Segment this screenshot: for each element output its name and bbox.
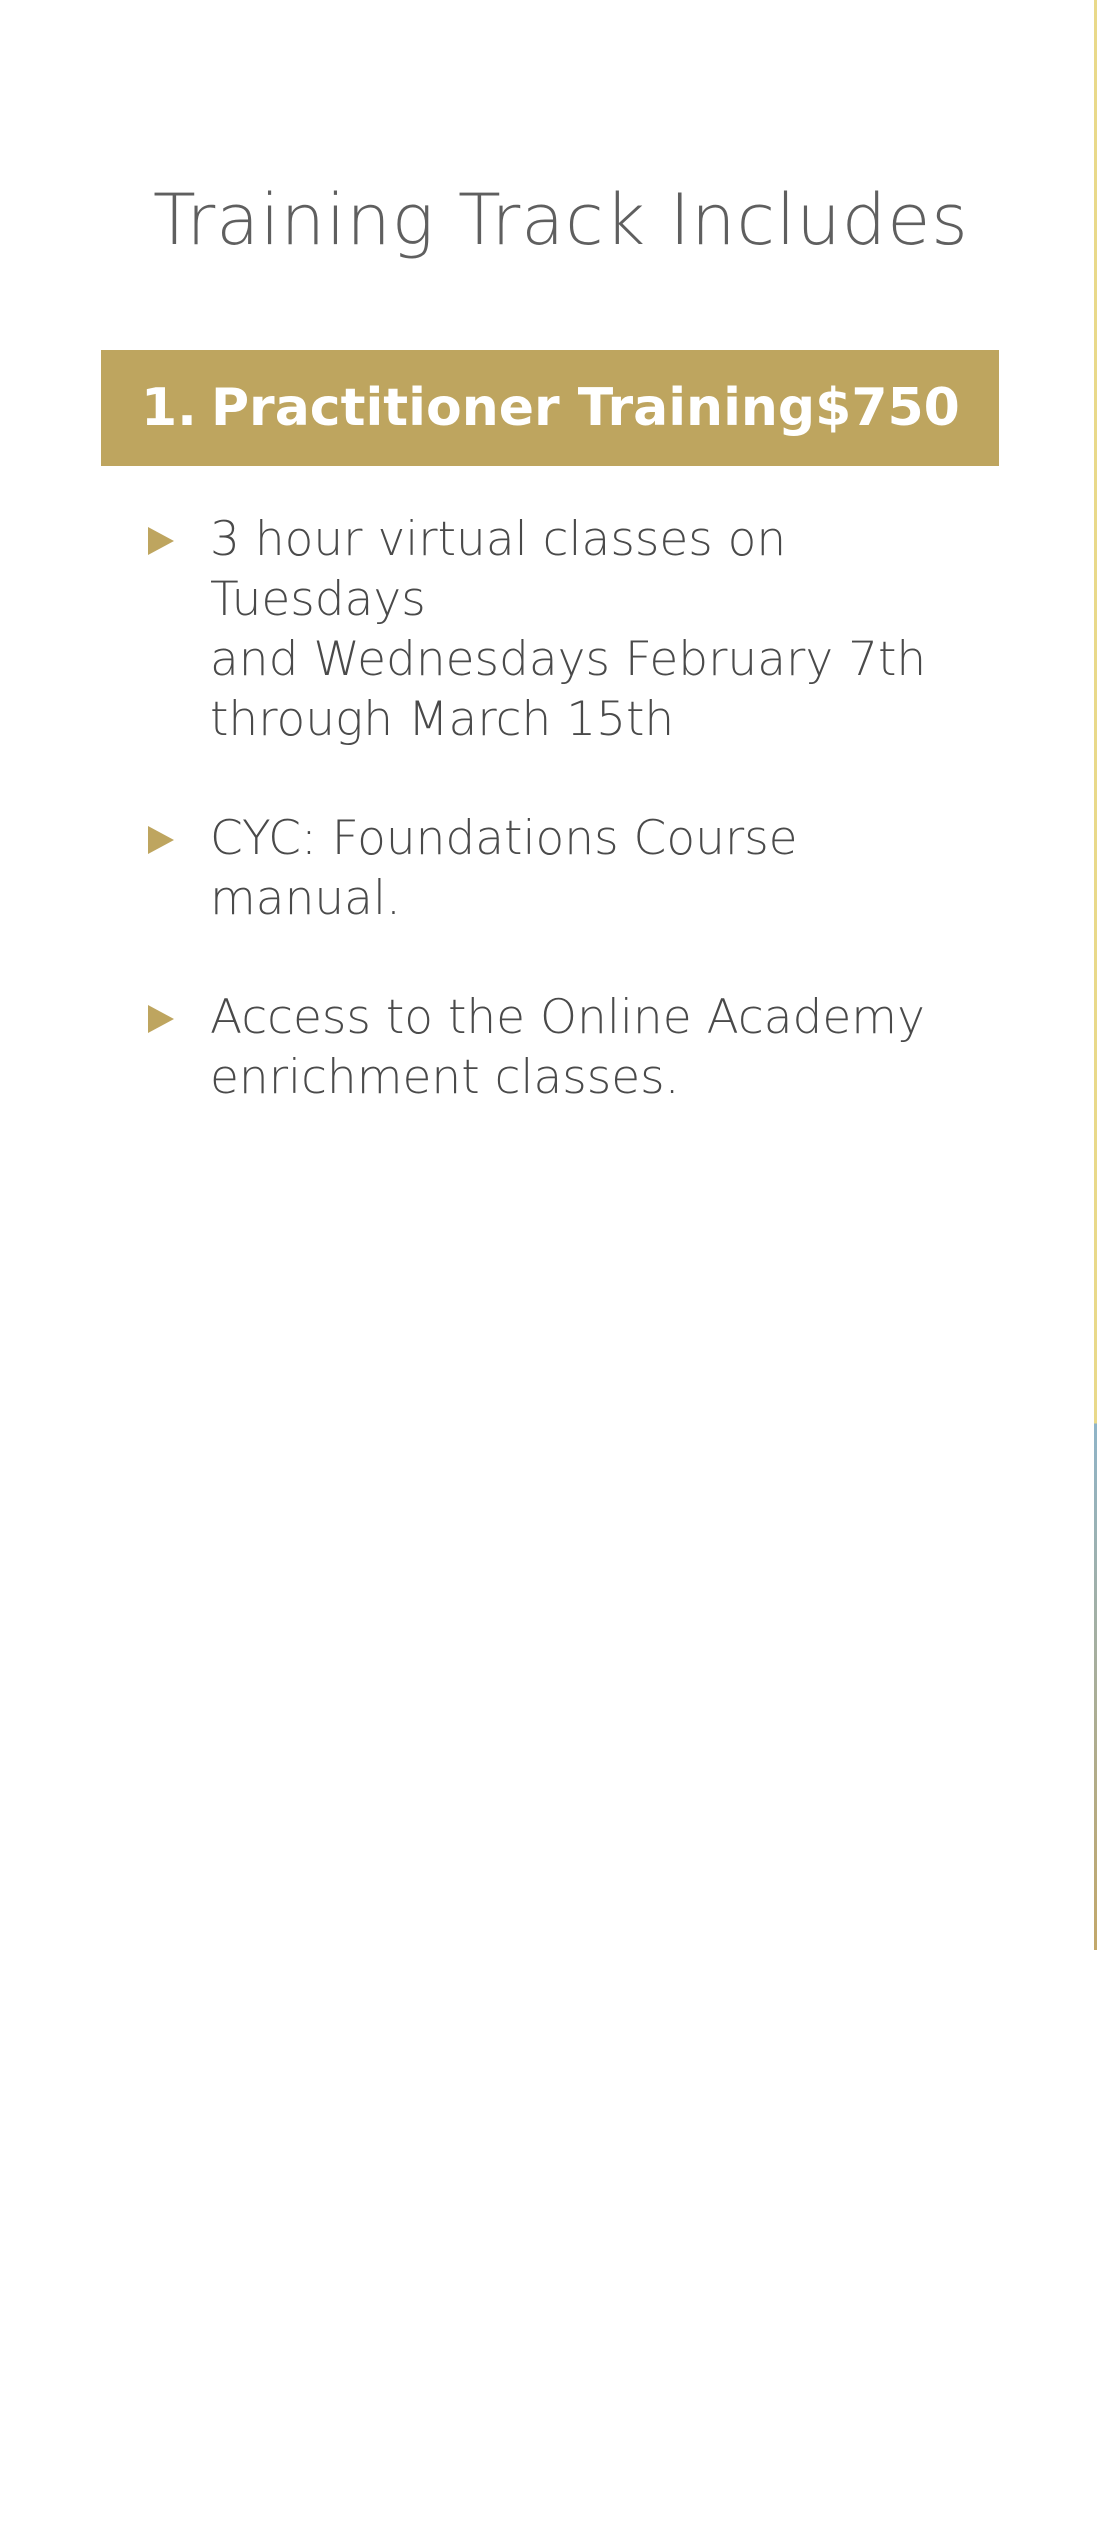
list-item-text: CYC: Foundations Course manual. (210, 811, 798, 926)
track-title (141, 378, 815, 438)
list-item-text: 3 hour virtual classes on Tuesdays and Wednesdays February 7th through March 15th (210, 512, 927, 747)
list-item (148, 988, 998, 1108)
track-number: 1. (141, 378, 197, 438)
track-name: Practitioner Training (210, 378, 816, 438)
triangle-bullet-icon (148, 527, 174, 555)
included-items-list (148, 510, 998, 1167)
list-item-text: Access to the Online Academy enrichment classes. (210, 990, 925, 1105)
triangle-bullet-icon (148, 1005, 174, 1033)
list-item (148, 809, 998, 929)
list-item (148, 510, 998, 750)
track-price: $750 (815, 378, 960, 438)
triangle-bullet-icon (148, 826, 174, 854)
track-banner (101, 350, 999, 466)
page-title: Training Track Includes (153, 179, 969, 261)
